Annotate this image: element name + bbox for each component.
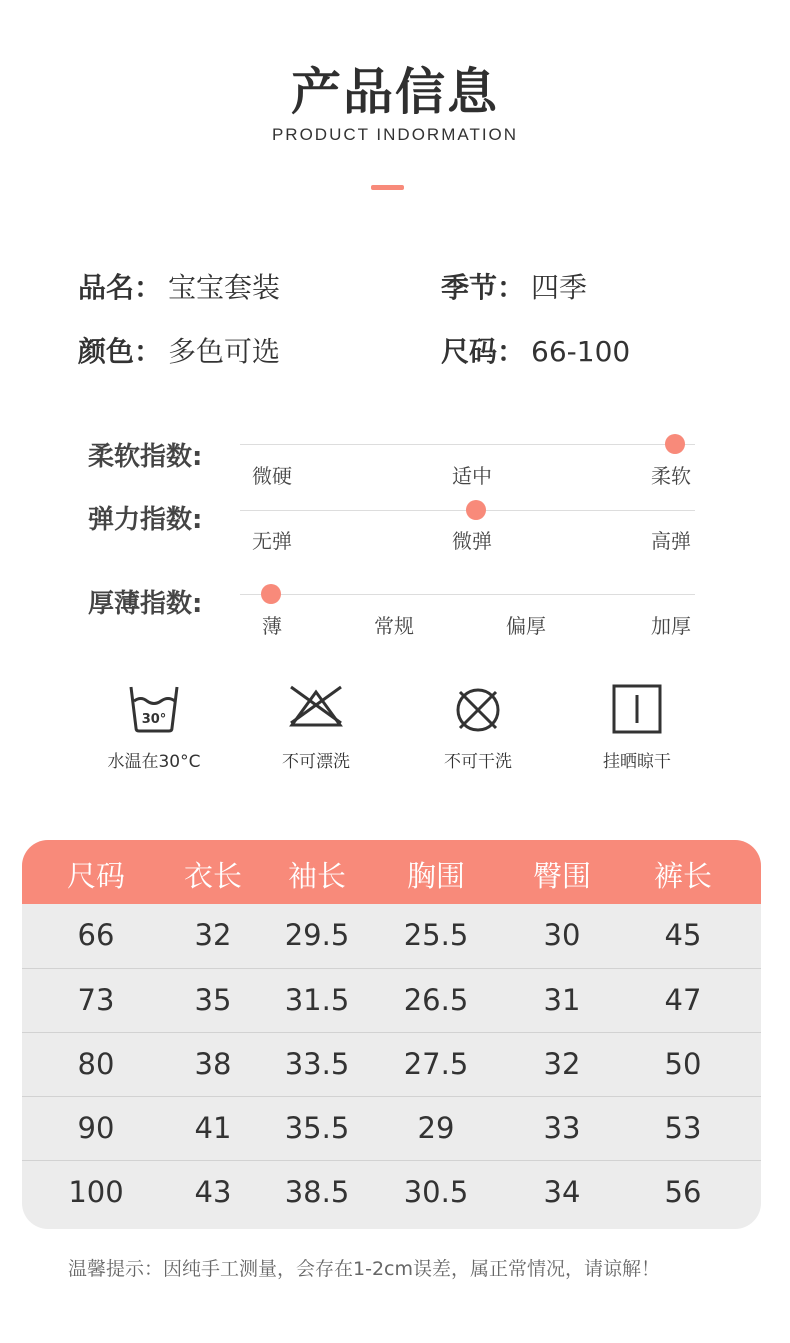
column-header: 衣长 — [183, 859, 242, 893]
info-value: 四季 — [531, 271, 588, 304]
table-row — [22, 1032, 761, 1097]
info-label: 季节： — [441, 271, 526, 304]
softness-tick: 微硬 — [252, 464, 292, 488]
softness-tick: 柔软 — [651, 464, 691, 488]
thickness-tick: 加厚 — [651, 614, 691, 638]
title-accent-bar — [371, 185, 404, 190]
softness-index-track — [240, 444, 695, 445]
table-cell: 26.5 — [403, 983, 469, 1017]
info-value: 66-100 — [531, 335, 631, 368]
table-cell: 80 — [77, 1047, 115, 1081]
column-header: 袖长 — [287, 859, 346, 893]
table-cell: 29 — [417, 1111, 455, 1145]
table-cell: 53 — [664, 1111, 702, 1145]
table-row — [22, 968, 761, 1033]
care-item-no-dry-clean — [408, 683, 548, 772]
elasticity-tick: 无弹 — [252, 529, 292, 553]
table-row — [22, 904, 761, 969]
table-cell: 33.5 — [284, 1047, 350, 1081]
table-cell: 31 — [543, 983, 581, 1017]
table-cell: 27.5 — [403, 1047, 469, 1081]
table-cell: 47 — [664, 983, 702, 1017]
table-cell: 45 — [664, 918, 702, 952]
column-header: 臀围 — [532, 859, 591, 893]
table-cell: 30 — [543, 918, 581, 952]
table-cell: 31.5 — [284, 983, 350, 1017]
column-header: 尺码 — [66, 859, 125, 893]
thickness-tick: 常规 — [374, 614, 414, 638]
info-label: 颜色： — [78, 335, 163, 368]
size-table — [22, 840, 761, 1229]
info-season — [441, 266, 587, 306]
table-cell: 34 — [543, 1175, 581, 1209]
info-color — [78, 330, 280, 370]
elasticity-index-marker — [466, 500, 486, 520]
measurement-note: 温馨提示：因纯手工测量，会存在1-2cm误差，属正常情况，请谅解！ — [68, 1258, 660, 1280]
page-title: 产品信息 — [291, 63, 499, 121]
table-row — [22, 1160, 761, 1225]
table-cell: 90 — [77, 1111, 115, 1145]
column-header: 裤长 — [653, 859, 712, 893]
softness-index-label: 柔软指数: — [88, 442, 203, 472]
thickness-tick: 薄 — [262, 614, 282, 638]
table-cell: 41 — [194, 1111, 232, 1145]
table-cell: 32 — [194, 918, 232, 952]
care-item-wash — [84, 683, 224, 772]
page-subtitle: PRODUCT INDORMATION — [271, 125, 519, 144]
softness-index-marker — [665, 434, 685, 454]
column-header: 胸围 — [406, 859, 465, 893]
table-cell: 56 — [664, 1175, 702, 1209]
softness-tick: 适中 — [452, 464, 492, 488]
elasticity-index-label: 弹力指数: — [88, 505, 203, 535]
info-size — [441, 330, 630, 370]
table-cell: 32 — [543, 1047, 581, 1081]
table-cell: 38 — [194, 1047, 232, 1081]
info-product-name — [78, 266, 280, 306]
thickness-index-marker — [261, 584, 281, 604]
care-label: 挂晒晾干 — [603, 752, 671, 772]
care-label: 不可漂洗 — [282, 752, 350, 772]
care-item-line-dry — [567, 683, 707, 772]
table-cell: 43 — [194, 1175, 232, 1209]
table-cell: 29.5 — [284, 918, 350, 952]
info-label: 品名： — [78, 271, 163, 304]
wash-30-icon — [128, 683, 180, 735]
care-label: 不可干洗 — [444, 752, 512, 772]
thickness-tick: 偏厚 — [506, 614, 546, 638]
line-dry-icon — [611, 683, 663, 735]
table-cell: 73 — [77, 983, 115, 1017]
table-cell: 35 — [194, 983, 232, 1017]
elasticity-tick: 高弹 — [651, 529, 691, 553]
table-cell: 25.5 — [403, 918, 469, 952]
table-cell: 35.5 — [284, 1111, 350, 1145]
care-item-no-bleach — [246, 683, 386, 772]
table-cell: 66 — [77, 918, 115, 952]
table-row — [22, 1096, 761, 1161]
thickness-index-track — [240, 594, 695, 595]
info-value: 多色可选 — [168, 335, 281, 368]
thickness-index-label: 厚薄指数: — [88, 589, 203, 619]
table-cell: 30.5 — [403, 1175, 469, 1209]
no-dry-clean-icon — [452, 683, 504, 735]
size-table-header — [22, 840, 761, 904]
wash-temp-text: 30° — [141, 712, 167, 727]
info-label: 尺码： — [441, 335, 526, 368]
table-cell: 50 — [664, 1047, 702, 1081]
elasticity-tick: 微弹 — [452, 529, 492, 553]
info-value: 宝宝套装 — [168, 271, 281, 304]
no-bleach-icon — [288, 683, 344, 735]
care-label: 水温在30°C — [107, 752, 201, 772]
table-cell: 100 — [68, 1175, 124, 1209]
table-cell: 38.5 — [284, 1175, 350, 1209]
table-cell: 33 — [543, 1111, 581, 1145]
